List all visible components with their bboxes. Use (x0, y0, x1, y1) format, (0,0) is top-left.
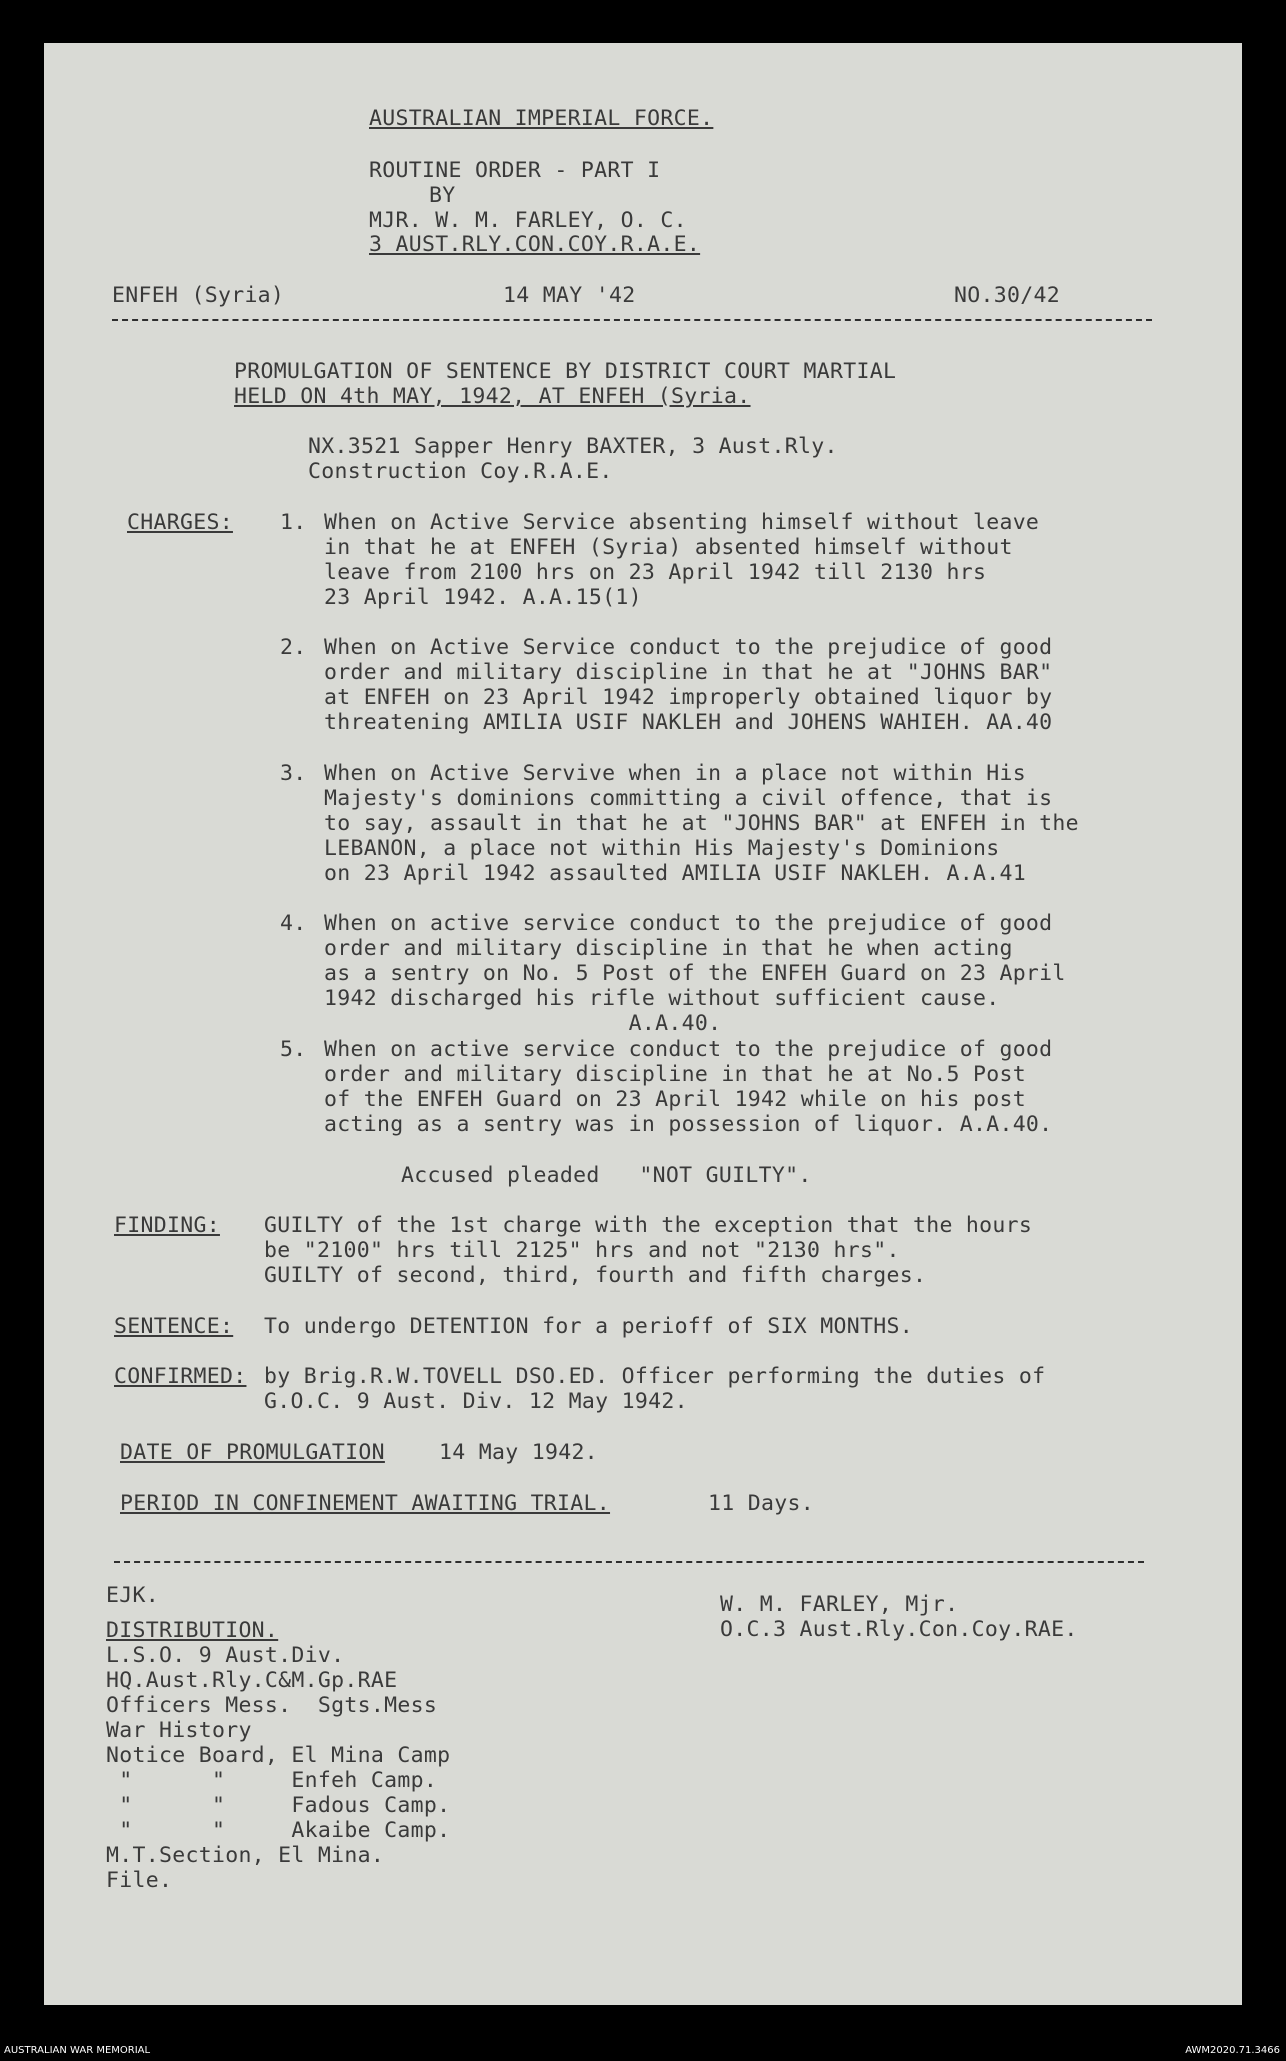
confirmed-label: CONFIRMED: (114, 1364, 247, 1389)
charge-line: order and military discipline in that he at No.5 Post (324, 1062, 1026, 1087)
confirmed-line-2: G.O.C. 9 Aust. Div. 12 May 1942. (264, 1389, 688, 1414)
confinement-value: 11 Days. (708, 1491, 814, 1516)
charge-line: When on active service conduct to the prejudice of good (324, 1037, 1053, 1062)
charge-line: in that he at ENFEH (Syria) absented himself without (324, 535, 1013, 560)
accused-line-1: NX.3521 Sapper Henry BAXTER, 3 Aust.Rly. (308, 434, 838, 459)
sentence-text: To undergo DETENTION for a perioff of SIX MONTHS. (264, 1314, 913, 1339)
sentence-label: SENTENCE: (114, 1314, 234, 1339)
initials: EJK. (106, 1583, 159, 1608)
list-item: L.S.O. 9 Aust.Div. (106, 1643, 345, 1668)
charge-line: When on Active Service conduct to the prejudice of good (324, 635, 1053, 660)
charge-line: acting as a sentry was in possession of liquor. A.A.40. (324, 1112, 1053, 1137)
charge-line: to say, assault in that he at "JOHNS BAR" at ENFEH in the (324, 811, 1079, 836)
confinement-label: PERIOD IN CONFINEMENT AWAITING TRIAL. (120, 1491, 611, 1516)
plea: Accused pleaded "NOT GUILTY". (401, 1163, 812, 1188)
promulgation-subtitle: HELD ON 4th MAY, 1942, AT ENFEH (Syria. (234, 384, 751, 409)
finding-line: be "2100" hrs till 2125" hrs and not "2130 hrs". (264, 1238, 900, 1263)
header-by: BY (429, 183, 456, 208)
promulgation-title: PROMULGATION OF SENTENCE BY DISTRICT COURT MARTIAL (234, 359, 897, 384)
charge-number: 4. (280, 911, 307, 936)
finding-line: GUILTY of second, third, fourth and fifth charges. (264, 1263, 927, 1288)
charge-line: as a sentry on No. 5 Post of the ENFEH Guard on 23 April (324, 961, 1066, 986)
charge-line: When on Active Servive when in a place not within His (324, 761, 1026, 786)
charge-line: Majesty's dominions committing a civil offence, that is (324, 786, 1053, 811)
charge-line: When on Active Service absenting himself without leave (324, 510, 1040, 535)
list-item: " " Enfeh Camp. (106, 1768, 438, 1793)
header-title: AUSTRALIAN IMPERIAL FORCE. (369, 106, 714, 131)
document-page (44, 43, 1242, 2005)
finding-label: FINDING: (114, 1213, 220, 1238)
charge-line: order and military discipline in that he at "JOHNS BAR" (324, 660, 1053, 685)
promulgation-date-label: DATE OF PROMULGATION (120, 1440, 385, 1465)
charge-line: threatening AMILIA USIF NAKLEH and JOHENS WAHIEH. AA.40 (324, 710, 1053, 735)
list-item: File. (106, 1868, 173, 1893)
charge-line: on 23 April 1942 assaulted AMILIA USIF NAKLEH. A.A.41 (324, 861, 1026, 886)
divider-bottom (114, 1561, 1144, 1563)
header-routine-order: ROUTINE ORDER - PART I (369, 158, 661, 183)
finding-line: GUILTY of the 1st charge with the exception that the hours (264, 1213, 1033, 1238)
order-date: 14 MAY '42 (503, 283, 636, 308)
list-item: M.T.Section, El Mina. (106, 1843, 385, 1868)
charge-number: 3. (280, 761, 307, 786)
charge-number: 1. (280, 510, 307, 535)
archive-reference: AWM2020.71.3466 (1185, 2045, 1280, 2056)
charge-line: leave from 2100 hrs on 23 April 1942 till 2130 hrs (324, 560, 987, 585)
charge-line: LEBANON, a place not within His Majesty's Dominions (324, 836, 1000, 861)
list-item: HQ.Aust.Rly.C&M.Gp.RAE (106, 1668, 398, 1693)
charge-line: order and military discipline in that he when acting (324, 936, 1013, 961)
charges-label: CHARGES: (127, 510, 233, 535)
archive-credit: AUSTRALIAN WAR MEMORIAL (4, 2045, 151, 2056)
signature-name: W. M. FARLEY, Mjr. (720, 1592, 959, 1617)
confirmed-line-1: by Brig.R.W.TOVELL DSO.ED. Officer performing the duties of (264, 1364, 1046, 1389)
promulgation-date: 14 May 1942. (439, 1440, 598, 1465)
charge-number: 5. (280, 1037, 307, 1062)
charge-number: 2. (280, 635, 307, 660)
divider-top (112, 319, 1152, 321)
list-item: Notice Board, El Mina Camp (106, 1743, 451, 1768)
header-unit: 3 AUST.RLY.CON.COY.R.A.E. (369, 232, 701, 257)
list-item: War History (106, 1718, 252, 1743)
list-item: Officers Mess. Sgts.Mess (106, 1693, 438, 1718)
list-item: " " Akaibe Camp. (106, 1818, 451, 1843)
charge-line: of the ENFEH Guard on 23 April 1942 while on his post (324, 1087, 1026, 1112)
charge-line: 1942 discharged his rifle without sufficient cause. (324, 986, 1000, 1011)
charge-line: A.A.40. (324, 1011, 722, 1036)
charge-line: 23 April 1942. A.A.15(1) (324, 585, 642, 610)
charge-line: at ENFEH on 23 April 1942 improperly obtained liquor by (324, 685, 1053, 710)
charge-line: When on active service conduct to the prejudice of good (324, 911, 1053, 936)
signature-title: O.C.3 Aust.Rly.Con.Coy.RAE. (720, 1617, 1078, 1642)
accused-line-2: Construction Coy.R.A.E. (308, 459, 613, 484)
header-officer: MJR. W. M. FARLEY, O. C. (369, 208, 687, 233)
distribution-label: DISTRIBUTION. (106, 1618, 279, 1643)
list-item: " " Fadous Camp. (106, 1793, 451, 1818)
order-number: NO.30/42 (954, 283, 1060, 308)
place: ENFEH (Syria) (112, 283, 285, 308)
